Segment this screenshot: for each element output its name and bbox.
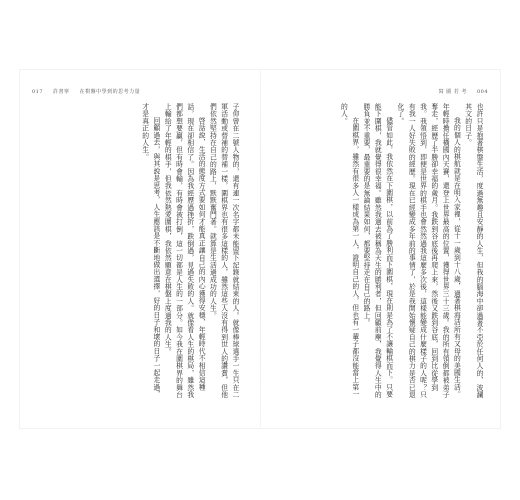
paragraph: 儘管如此，我依然在下圍棋，以前為了勝利而下圍棋，現在則是為了不讓輸棋而下。只要能下圍棋，我就覺得很幸福。雖然我過去被稱為天生的勝利者，但回顧前塵，我覺得人生中的勝負並不重要，最重要的是無論結果如何，都要堅持走在自己的路上。 — [362, 103, 393, 399]
book-spread — [20, 70, 500, 428]
paragraph: 我的個人的棋航就是在明入家裡，從十一歲到十八歲，過著棋海活所有又母的美國生活。年輕時擔任橫國內天賽，還登上世界最高的位置，獲得世界三十三歲。我的所有領倒都被弟子奪走，經歷了半勝卻幸福的歲月。我跌到谷底後再爬上來，然後又跌到谷底，回到比從學到我。我領悟到，即便是世界的棋手也會然然過我這麼多次後，這樣能變成什麼樣子的人呢？只有我一人好失敗的經歷。現在已經變成多年前的事情了，於是我開始懷疑自己的棋力是否已退化了。 — [395, 103, 461, 399]
header-section: 寫 圍 若 考 — [438, 89, 467, 95]
header-book-title: 在棋盤中學到的思考力量 — [79, 89, 141, 95]
left-page-text — [78, 103, 240, 403]
paragraph: 也許只是抱著棋盤生活，度過無趣且安靜的人生，但我的腦海中卻過著不亞於任何人的，波瀾其文的日子。 — [463, 103, 483, 399]
header-author: 許書寧 — [53, 89, 70, 95]
page-gutter — [260, 70, 261, 428]
right-running-header — [439, 88, 488, 95]
right-page-text — [274, 103, 484, 403]
right-page-number: 004 — [476, 88, 488, 95]
left-page-number: 017 — [32, 88, 44, 95]
left-running-header — [32, 88, 140, 95]
paragraph: 啓話說，生活的態度方式要如何才能真正讓自己的內心獲得安穩，年輕時代不相信這種話，現在卻相信了。因為我經歷過挫折，跌倒過，見過失敗的人。就像看人生的棋局，雖然我們都想要贏，但有時會輸，有時會被打倒，這一切都是人生的一部分。如今我在圍棋界的舞台上輸給了年輕的棋手，但我依然熱愛圍棋，我依然願意在棋盤上度過我的人生。 — [163, 103, 206, 399]
paragraph: 在圍棋界，雖然有很多人一樣成為第一人，證明自己的人，但也有一輩子都沒能當上第一的人。 — [339, 103, 359, 398]
paragraph: 子仰曾在二號人物的，還有連一次名字都未能留下記錄就結束的人。就像棒球選手一生只在二軍活動或替補的替補一樣，圍棋界也有很多這樣的人，雖然這些人沒有得到世人的讚賞，但他們依然堅持在自己的路上，默默奮鬥著。就算是生活過成功的人生。 — [208, 103, 239, 399]
paragraph: 回顧過去，與其說是思考，人生應該是不斷地做出選擇，好的日子和壞的日子一起走過，才是真正的人生。 — [140, 103, 160, 398]
